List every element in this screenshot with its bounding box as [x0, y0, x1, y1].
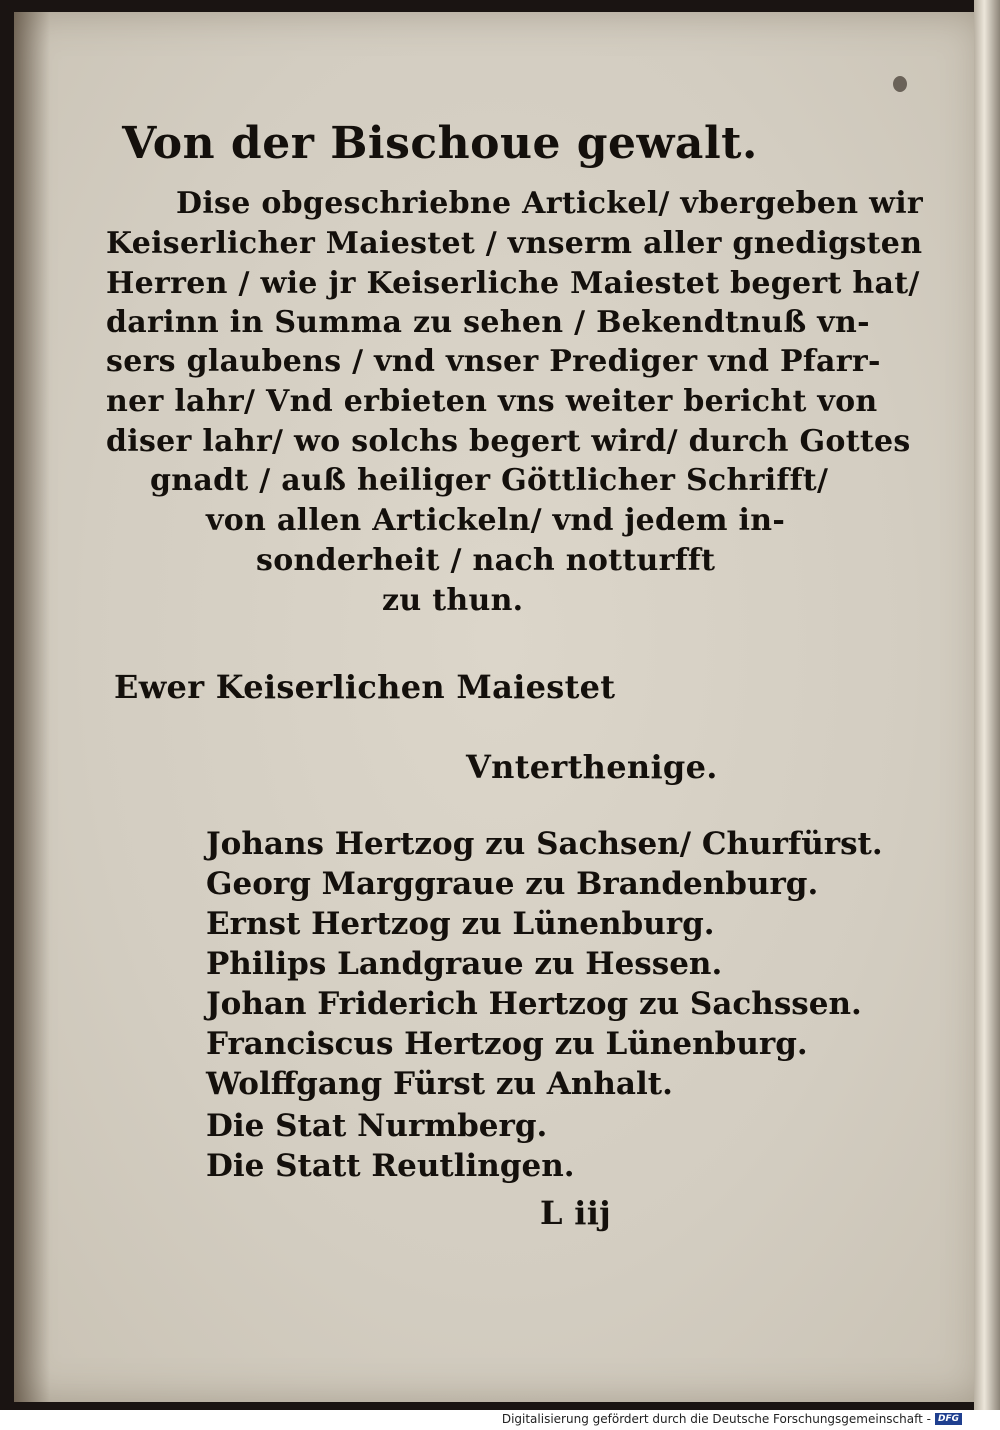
paragraph-line: Herren / wie jr Keiserliche Maiestet begert hat/: [106, 266, 920, 301]
paragraph-line: Keiserlicher Maiestet / vnserm aller gnedigsten: [106, 226, 923, 261]
signatory: Ernst Hertzog zu Lünenburg.: [206, 906, 715, 942]
footer-credit: [502, 1412, 962, 1426]
paragraph-line: diser lahr/ wo solchs begert wird/ durch Gottes: [106, 424, 911, 459]
paragraph-line: gnadt / auß heiliger Göttlicher Schrifft/: [150, 463, 829, 498]
paragraph-line: sers glaubens / vnd vnser Prediger vnd Pfarr-: [106, 344, 881, 379]
signatory: Philips Landgraue zu Hessen.: [206, 946, 723, 982]
footer-text: Digitalisierung gefördert durch die Deutsche Forschungsgemeinschaft -: [501, 1412, 931, 1426]
ink-stain: [893, 76, 907, 92]
paragraph-line: sonderheit / nach notturfft: [256, 543, 716, 578]
signatory: Die Stat Nurmberg.: [206, 1108, 548, 1144]
salutation: Ewer Keiserlichen Maiestet: [114, 668, 616, 706]
page-heading: Von der Bischoue gewalt.: [122, 118, 758, 169]
paragraph-line: Dise obgeschriebne Artickel/ vbergeben wir: [176, 186, 924, 221]
signatory: Die Statt Reutlingen.: [206, 1148, 575, 1184]
signatory: Johan Friderich Hertzog zu Sachssen.: [206, 986, 862, 1022]
signature-mark: L iij: [540, 1194, 612, 1232]
page-spine-shadow: [14, 12, 50, 1402]
signatory: Georg Marggraue zu Brandenburg.: [206, 866, 819, 902]
paragraph-line: von allen Artickeln/ vnd jedem in-: [206, 503, 786, 538]
paragraph-line: zu thun.: [382, 583, 524, 618]
paragraph-line: darinn in Summa zu sehen / Bekendtnuß vn-: [106, 305, 870, 340]
signatory: Johans Hertzog zu Sachsen/ Churfürst.: [206, 826, 883, 862]
subscript: Vnterthenige.: [466, 748, 718, 786]
page-edge: [974, 0, 1000, 1410]
signatory: Franciscus Hertzog zu Lünenburg.: [206, 1026, 808, 1062]
signatory: Wolffgang Fürst zu Anhalt.: [206, 1066, 673, 1102]
dfg-logo: DFG: [935, 1413, 962, 1425]
paragraph-line: ner lahr/ Vnd erbieten vns weiter bericht von: [106, 384, 878, 419]
